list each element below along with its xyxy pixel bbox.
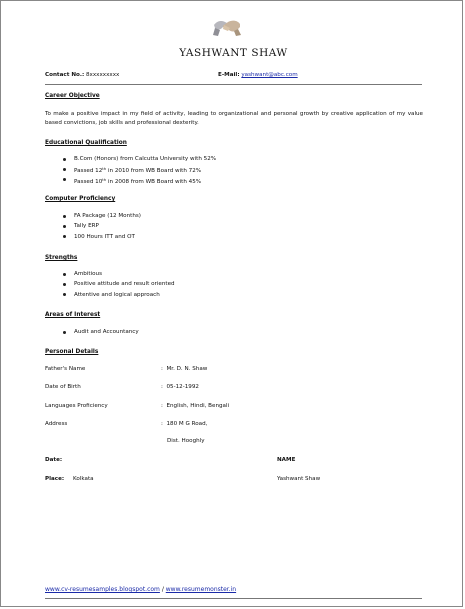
date-label: Date:	[45, 457, 63, 463]
candidate-name: YASHWANT SHAW	[179, 47, 288, 59]
personal-heading: Personal Details	[45, 349, 99, 355]
personal-value-father: : Mr. D. N. Shaw	[161, 366, 208, 372]
personal-value-languages: : English, Hindi, Bengali	[161, 403, 230, 409]
footer-links: www.cv-resumesamples.blogspot.com / www.resumemonster.in	[45, 586, 237, 593]
list-item: 100 Hours ITT and OT	[63, 232, 141, 242]
footer-link-cv-resumesamples[interactable]: www.cv-resumesamples.blogspot.com	[45, 586, 160, 593]
signature-name-label: NAME	[277, 457, 296, 463]
handshake-icon	[212, 15, 242, 39]
list-item: Attentive and logical approach	[63, 290, 175, 300]
list-item: Ambitious	[63, 269, 175, 279]
education-list	[63, 154, 216, 185]
education-heading: Educational Qualification	[45, 140, 127, 146]
header-divider	[45, 84, 422, 85]
list-item: Passed 10th in 2008 from WB Board with 45%	[63, 175, 216, 185]
email: E-Mail: yashwant@abc.com	[218, 72, 298, 78]
signature-name: Yashwant Shaw	[277, 476, 321, 482]
list-item: Tally ERP	[63, 221, 141, 231]
list-item: Positive attitude and result oriented	[63, 279, 175, 289]
list-item: Passed 12th in 2010 from WB Board with 72%	[63, 164, 216, 174]
personal-address-line2: Dist. Hooghly	[167, 438, 205, 444]
contact-number: Contact No.: 8xxxxxxxxx	[45, 72, 120, 78]
strengths-heading: Strengths	[45, 255, 78, 261]
list-item: Audit and Accountancy	[63, 327, 139, 337]
personal-value-dob: : 05-12-1992	[161, 384, 199, 390]
interest-heading: Areas of Interest	[45, 312, 101, 318]
personal-value-address: : 180 M G Road,	[161, 421, 208, 427]
personal-label-father: Father's Name	[45, 366, 86, 372]
interest-list	[63, 327, 139, 337]
personal-label-languages: Languages Proficiency	[45, 403, 108, 409]
personal-label-dob: Date of Birth	[45, 384, 81, 390]
list-item: B.Com (Honors) from Calcutta University with 52%	[63, 154, 216, 164]
strengths-list	[63, 269, 175, 300]
computer-heading: Computer Proficiency	[45, 196, 116, 202]
footer-divider	[45, 598, 422, 599]
personal-label-address: Address	[45, 421, 68, 427]
email-link[interactable]: yashwant@abc.com	[241, 72, 298, 78]
computer-list	[63, 211, 141, 242]
footer-link-resumemonster[interactable]: www.resumemonster.in	[165, 586, 237, 593]
list-item: FA Package (12 Months)	[63, 211, 141, 221]
place-row: Place: Kolkata	[45, 476, 94, 482]
career-objective-heading: Career Objective	[45, 93, 100, 99]
career-objective-text: To make a positive impact in my field of activity, leading to organizational and personal growth by creative application of my value based convictions, job skills and professional dexterity.	[45, 111, 423, 126]
